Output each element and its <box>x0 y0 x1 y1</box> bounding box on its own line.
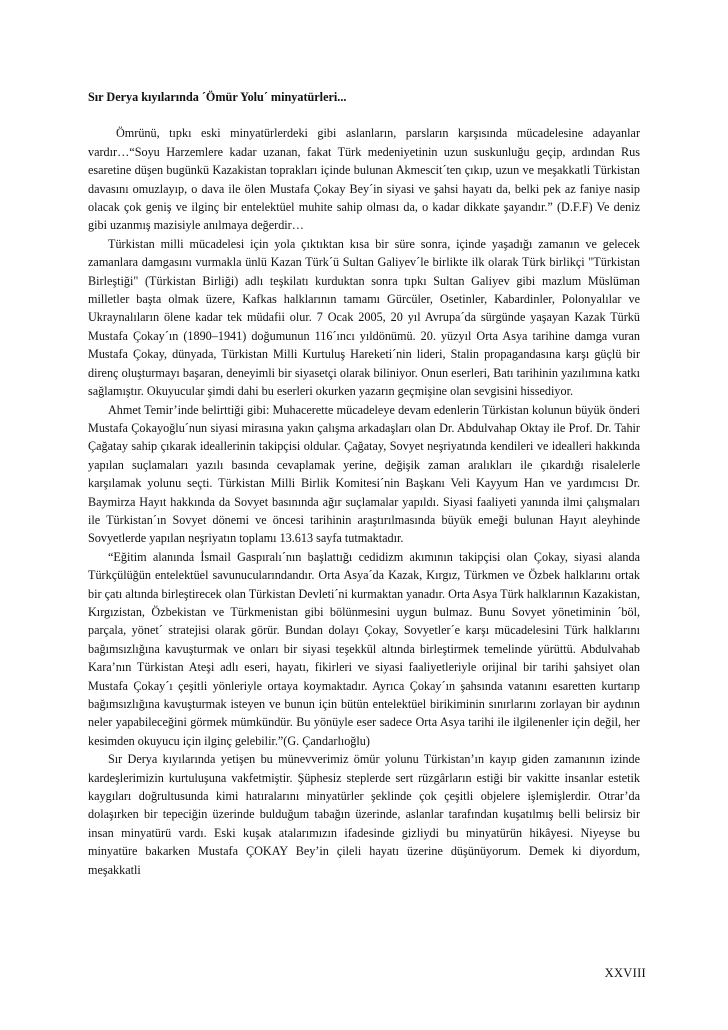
document-page <box>88 88 640 879</box>
paragraph-1: Ömrünü, tıpkı eski minyatürlerdeki gibi aslanların, parsların karşısında mücadelesine adayanlar vardır…“Soyu Harzemlere kadar uzanan, fakat Türk medeniyetinin uzun suskunluğu geçip, ardından Rus esaretine düşen bugünkü Kazakistan toprakları içinde bulunan Akmescit´ten çıkıp, uzun ve meşakkatli Türkistan davasını omuzlayıp, o dava ile ölen Mustafa Çokay Bey´in siyasi ve şahsi hayatı da, belki pek az faniye nasip olacak çok geniş ve ilginç bir entelektüel muhite sahip olması da, o kadar dikkate şayandır.” (D.F.F) Ve deniz gibi uzanmış mazisiyle anılmaya değerdir… <box>88 126 640 233</box>
document-heading: Sır Derya kıyılarında ´Ömür Yolu´ minyatürleri... <box>88 90 347 104</box>
paragraph-3: Ahmet Temir’inde belirttiği gibi: Muhacerette mücadeleye devam edenlerin Türkistan kolunun büyük önderi Mustafa Çokayoğlu´nun siyasi mirasına yakın çalışma arkadaşları olan Dr. Abdulvahap Oktay ile Prof. Dr. Tahir Çağatay sahip çıkarak ideallerinin takipçisi oldular. Çağatay, Sovyet neşriyatında kendileri ve idealleri hakkında yapılan suçlamaları yazılı basında cevaplamak yerine, değişik zaman aralıkları ile çıkardığı risalelerle karşılamak yolunu seçti. Türkistan Milli Birlik Komitesi´nin Başkanı Veli Kayyum Han ve yardımcısı Dr. Baymirza Hayıt hakkında da Sovyet basınında ağır suçlamalar yapıldı. Siyasi faaliyeti yanında ilmi çalışmaları ile Türkistan´ın Sovyet dönemi ve öncesi tarihinin araştırılmasında büyük emeği bulunan Hayıt aleyhinde Sovyetlerde yapılan neşriyatın toplamı 13.613 sayfa tutmaktadır. <box>88 402 640 546</box>
page-number: XXVIII <box>604 966 646 980</box>
paragraph-2: Türkistan milli mücadelesi için yola çıktıktan kısa bir süre sonra, içinde yaşadığı zamanın ve gelecek zamanlara damgasını vurmakla ünlü Kazan Türk´ü Sultan Galiyev´le birlikte ilk olarak Türk birlikçi "Türkistan Birleştiği" (Türkistan Birliği) adlı teşkilatı kurduktan sonra tıpkı Sultan Galiyev gibi mazlum Müslüman milletler başta olmak üzere, Kafkas halklarının tamamı Gürcüler, Osetinler, Kabardinler, Polonyalılar ve Ukraynalıların ölene kadar tek müdafii olur. 7 Ocak 2005, 20 yıl Avrupa´da sürgünde yaşayan Kazak Türkü Mustafa Çokay´ın (1890–1941) doğumunun 116´ıncı yıldönümü. 20. yüzyıl Orta Asya tarihine damga vuran Mustafa Çokay, dünyada, Türkistan Milli Kurtuluş Hareketi´nin lideri, Stalin propagandasına karşı güçlü bir direnç oluşturmayı başaran, deneyimli bir siyasetçi olarak biliniyor. Onun eserleri, Batı tarihinin yazılımına katkı sağlamıştır. Okuyucular şimdi dahi bu eserleri okurken yazarın geçmişine olan sevgisini hissediyor. <box>88 236 640 399</box>
paragraph-5: Sır Derya kıyılarında yetişen bu münevverimiz ömür yolunu Türkistan’ın kayıp giden zamanının izinde kardeşlerimizin kurtuluşuna vakfetmiştir. Şüphesiz steplerde sert rüzgârların estiği bir vakitte insanlar estetik kaygıları doğrultusunda kimi hatıralarını minyatürler şeklinde çok çeşitli objelere işlemişlerdir. Otrar’da dolaşırken bir tepeciğin üzerinde bulduğum tabağın üzerinde, aslanlar tarafından kuşatılmış belli belirsiz bir insan minyatürü vardı. Eski kuşak atalarımızın ifadesinde gizliydi bu minyatürün hikâyesi. Niyeyse bu minyatüre bakarken Mustafa ÇOKAY Bey’in çileli hayatı üzerine düşünüyorum. Demek ki diyordum, meşakkatli <box>88 752 640 877</box>
paragraph-4: “Eğitim alanında İsmail Gaspıralı´nın başlattığı cedidizm akımının takipçisi olan Çokay, siyasi alanda Türkçülüğün entelektüel savunucularındandır. Orta Asya´da Kazak, Kırgız, Türkmen ve Özbek halklarını ortak bir çatı altında birleştirecek olan Türkistan Devleti´ni kurmaktan yanadır. Orta Asya Türk halklarının Kazakistan, Kırgızistan, Özbekistan ve Türkmenistan gibi bölünmesini uygun bulmaz. Bunu Sovyet yönetiminin ´böl, parçala, yönet´ stratejisi olarak görür. Bundan dolayı Çokay, Sovyetler´e karşı mücadelesini Türk halklarını bağımsızlığına kavuşturmak ve onları bir siyasi teşekkül altında birleştirmek temelinde yürüttü. Abdulvahab Kara’nın Türkistan Ateşi adlı eseri, hayatı, fikirleri ve siyasi faaliyetleriyle orijinal bir tarihi şahsiyet olan Mustafa Çokay´ı çeşitli yönleriyle ortaya koymaktadır. Ayrıca Çokay´ın şahsında vatanını esaretten kurtarıp bağımsızlığına kavuşturmak isteyen ve bunun için bütün entelektüel birikiminin sınırlarını zorlayan bir aydının neler yapabileceğini görmek mümkündür. Bu yönüyle eser sadece Orta Asya tarihi ile ilgilenenler için değil, her kesimden okuyucu için ilginç gelebilir.”(G. Çandarlıoğlu) <box>88 549 640 748</box>
